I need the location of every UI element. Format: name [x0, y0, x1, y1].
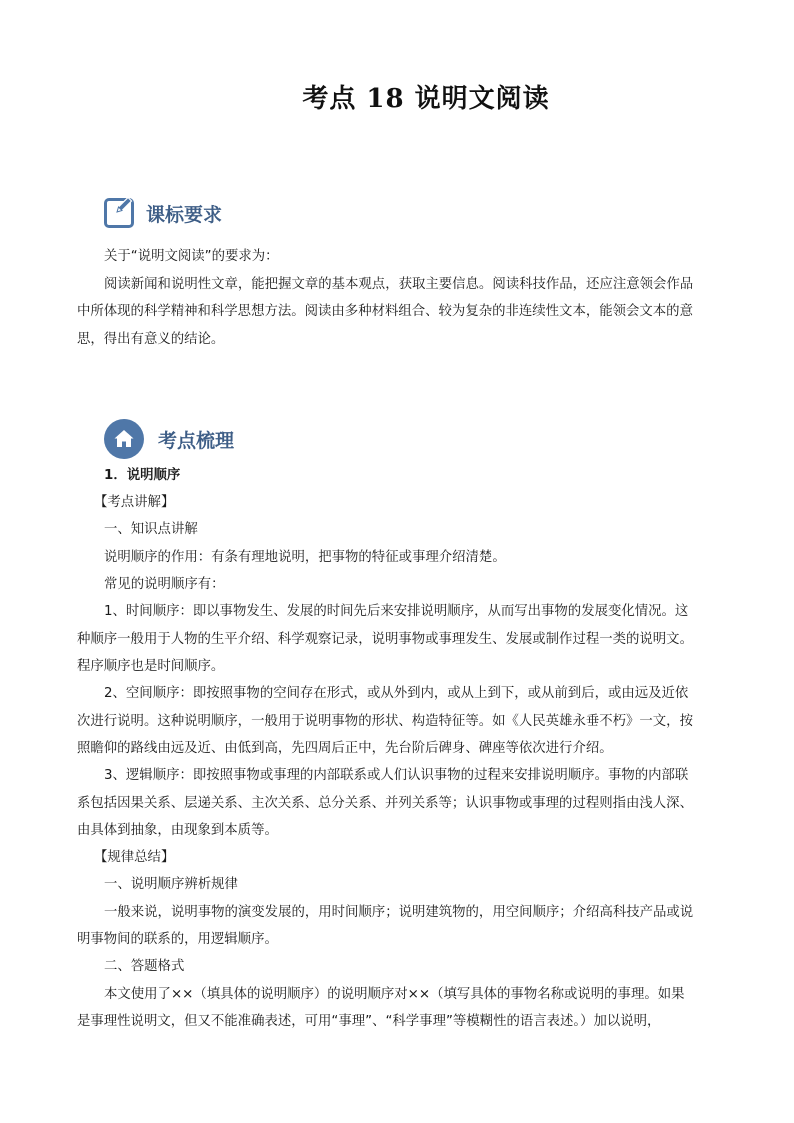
- paragraph-line: 思，得出有意义的结论。: [77, 332, 225, 347]
- section-heading: 课标要求: [146, 203, 223, 226]
- paragraph-line: 关于“说明文阅读”的要求为：: [104, 249, 279, 264]
- paragraph-line: 种顺序一般用于人物的生平介绍、科学观察记录，说明事物或事理发生、发展或制作过程一类的说明文。: [77, 632, 693, 647]
- paragraph-line: 中所体现的科学精神和科学思想方法。阅读由多种材料组合、较为复杂的非连续性文本，能领会文本的意: [77, 304, 693, 319]
- paragraph-line: 本文使用了××（填具体的说明顺序）的说明顺序对××（填写具体的事物名称或说明的事理。如果: [104, 987, 685, 1002]
- paragraph-line: 程序顺序也是时间顺序。: [77, 659, 225, 674]
- numbered-heading: 1．说明顺序: [104, 468, 181, 483]
- bracket-heading: 【规律总结】: [94, 850, 175, 865]
- section-header-curriculum: [104, 193, 222, 233]
- paragraph-line: 明事物间的联系的，用逻辑顺序。: [77, 932, 278, 947]
- page-title: 考点 18 说明文阅读: [302, 84, 550, 114]
- paragraph-line: 系包括因果关系、层递关系、主次关系、总分关系、并列关系等；认识事物或事理的过程则指由浅人深、: [77, 796, 693, 811]
- section-header-key-points: [104, 419, 234, 459]
- bracket-heading: 【考点讲解】: [94, 495, 175, 510]
- home-icon: [104, 419, 144, 459]
- paragraph-line: 1、时间顺序：即以事物发生、发展的时间先后来安排说明顺序，从而写出事物的发展变化情况。这: [104, 604, 689, 619]
- paragraph-line: 常见的说明顺序有：: [104, 577, 225, 592]
- paragraph-line: 是事理性说明文，但又不能准确表述，可用“事理”、“科学事理”等模糊性的语言表述。）加以说明，: [77, 1014, 661, 1029]
- paragraph-line: 阅读新闻和说明性文章，能把握文章的基本观点，获取主要信息。阅读科技作品，还应注意领会作品: [104, 277, 694, 292]
- paragraph-line: 次进行说明。这种说明顺序，一般用于说明事物的形状、构造特征等。如《人民英雄永垂不朽》一文，按: [77, 714, 693, 729]
- paragraph-line: 说明顺序的作用：有条有理地说明，把事物的特征或事理介绍清楚。: [104, 550, 506, 565]
- edit-icon: [104, 198, 134, 228]
- paragraph-line: 2、空间顺序：即按照事物的空间存在形式，或从外到内，或从上到下，或从前到后，或由远及近依: [104, 686, 689, 701]
- paragraph-line: 一、说明顺序辨析规律: [104, 877, 238, 892]
- paragraph-line: 3、逻辑顺序：即按照事物或事理的内部联系或人们认识事物的过程来安排说明顺序。事物的内部联: [104, 768, 689, 783]
- paragraph-line: 照瞻仰的路线由远及近、由低到高，先四周后正中，先台阶后碑身、碑座等依次进行介绍。: [77, 741, 613, 756]
- paragraph-line: 由具体到抽象，由现象到本质等。: [77, 823, 278, 838]
- paragraph-line: 二、答题格式: [104, 959, 185, 974]
- section-heading: 考点梳理: [158, 429, 235, 452]
- paragraph-line: 一般来说，说明事物的演变发展的，用时间顺序；说明建筑物的，用空间顺序；介绍高科技产品或说: [104, 905, 694, 920]
- paragraph-line: 一、知识点讲解: [104, 522, 198, 537]
